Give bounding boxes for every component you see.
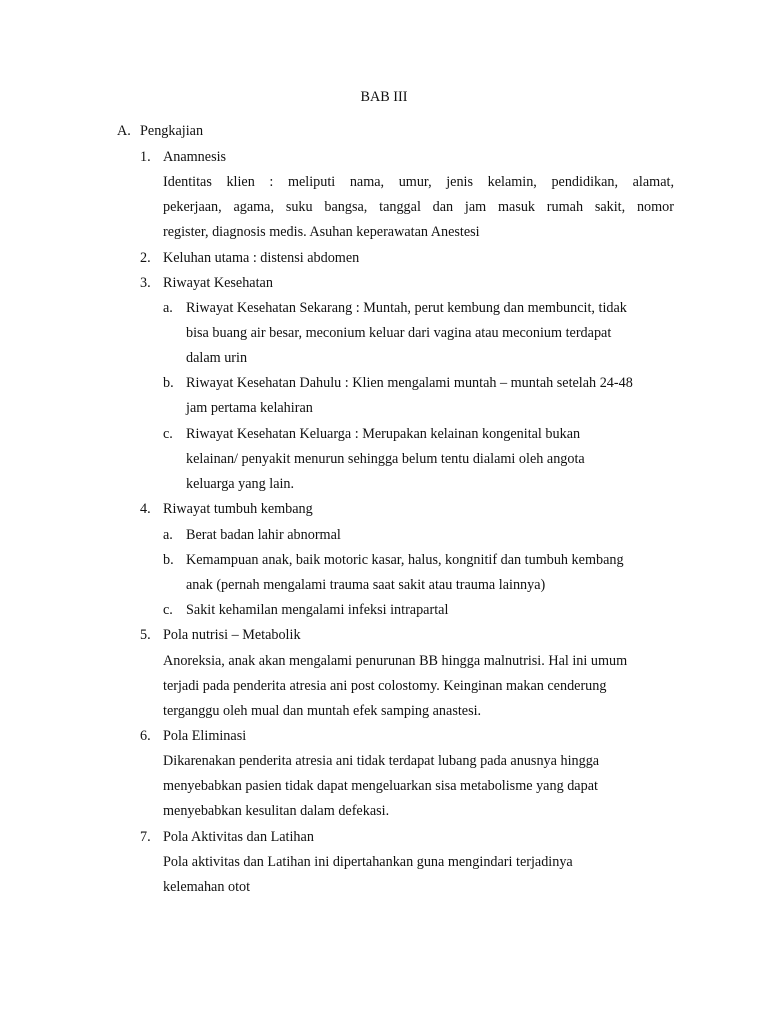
paragraph-line: terjadi pada penderita atresia ani post colostomy. Keinginan makan cenderung <box>163 678 607 694</box>
subitem-text: jam pertama kelahiran <box>186 400 313 416</box>
paragraph-line: menyebabkan kesulitan dalam defekasi. <box>163 803 390 819</box>
paragraph-line: Pola aktivitas dan Latihan ini dipertahankan guna mengindari terjadinya <box>163 854 573 870</box>
paragraph-line: register, diagnosis medis. Asuhan keperawatan Anestesi <box>163 224 480 240</box>
subitem-text: Kemampuan anak, baik motoric kasar, halus, kongnitif dan tumbuh kembang <box>186 552 624 568</box>
subitem-text: anak (pernah mengalami trauma saat sakit atau trauma lainnya) <box>186 577 546 593</box>
subitem-marker: a. <box>163 527 173 543</box>
subitem-text: Berat badan lahir abnormal <box>186 527 341 543</box>
item-heading: Riwayat tumbuh kembang <box>163 501 313 517</box>
item-heading: Anamnesis <box>163 149 227 165</box>
item-marker: 6. <box>140 728 151 744</box>
paragraph-line: Identitas klien : meliputi nama, umur, jenis kelamin, pendidikan, alamat, <box>163 174 674 190</box>
paragraph-line: terganggu oleh mual dan muntah efek samping anastesi. <box>163 703 482 719</box>
subitem-text: Riwayat Kesehatan Dahulu : Klien mengalami muntah – muntah setelah 24-48 <box>186 375 633 391</box>
subitem-text: Riwayat Kesehatan Keluarga : Merupakan kelainan kongenital bukan <box>186 426 581 442</box>
subitem-text: keluarga yang lain. <box>186 476 295 492</box>
paragraph-line: kelemahan otot <box>163 879 251 895</box>
item-heading: Keluhan utama : distensi abdomen <box>163 250 360 266</box>
item-marker: 4. <box>140 501 151 517</box>
subitem-text: dalam urin <box>186 350 248 366</box>
subitem-text: Sakit kehamilan mengalami infeksi intrapartal <box>186 602 449 618</box>
item-marker: 5. <box>140 627 151 643</box>
section-marker: A. <box>117 123 131 139</box>
subitem-marker: b. <box>163 552 174 568</box>
item-marker: 2. <box>140 250 151 266</box>
page-title: BAB III <box>360 89 408 105</box>
item-heading: Pola Aktivitas dan Latihan <box>163 829 314 845</box>
item-heading: Riwayat Kesehatan <box>163 275 273 291</box>
paragraph-line: Anoreksia, anak akan mengalami penurunan BB hingga malnutrisi. Hal ini umum <box>163 653 628 669</box>
item-marker: 7. <box>140 829 151 845</box>
subitem-text: kelainan/ penyakit menurun sehingga belum tentu dialami oleh angota <box>186 451 585 467</box>
subitem-marker: c. <box>163 602 173 618</box>
paragraph-line: pekerjaan, agama, suku bangsa, tanggal dan jam masuk rumah sakit, nomor <box>163 199 674 215</box>
paragraph-line: menyebabkan pasien tidak dapat mengeluarkan sisa metabolisme yang dapat <box>163 778 598 794</box>
subitem-marker: c. <box>163 426 173 442</box>
item-heading: Pola nutrisi – Metabolik <box>163 627 301 643</box>
subitem-text: bisa buang air besar, meconium keluar dari vagina atau meconium terdapat <box>186 325 612 341</box>
paragraph-line: Dikarenakan penderita atresia ani tidak terdapat lubang pada anusnya hingga <box>163 753 600 769</box>
subitem-marker: a. <box>163 300 173 316</box>
item-marker: 1. <box>140 149 151 165</box>
subitem-text: Riwayat Kesehatan Sekarang : Muntah, perut kembung dan membuncit, tidak <box>186 300 627 316</box>
section-heading: Pengkajian <box>140 123 204 139</box>
item-marker: 3. <box>140 275 151 291</box>
subitem-marker: b. <box>163 375 174 391</box>
item-heading: Pola Eliminasi <box>163 728 247 744</box>
